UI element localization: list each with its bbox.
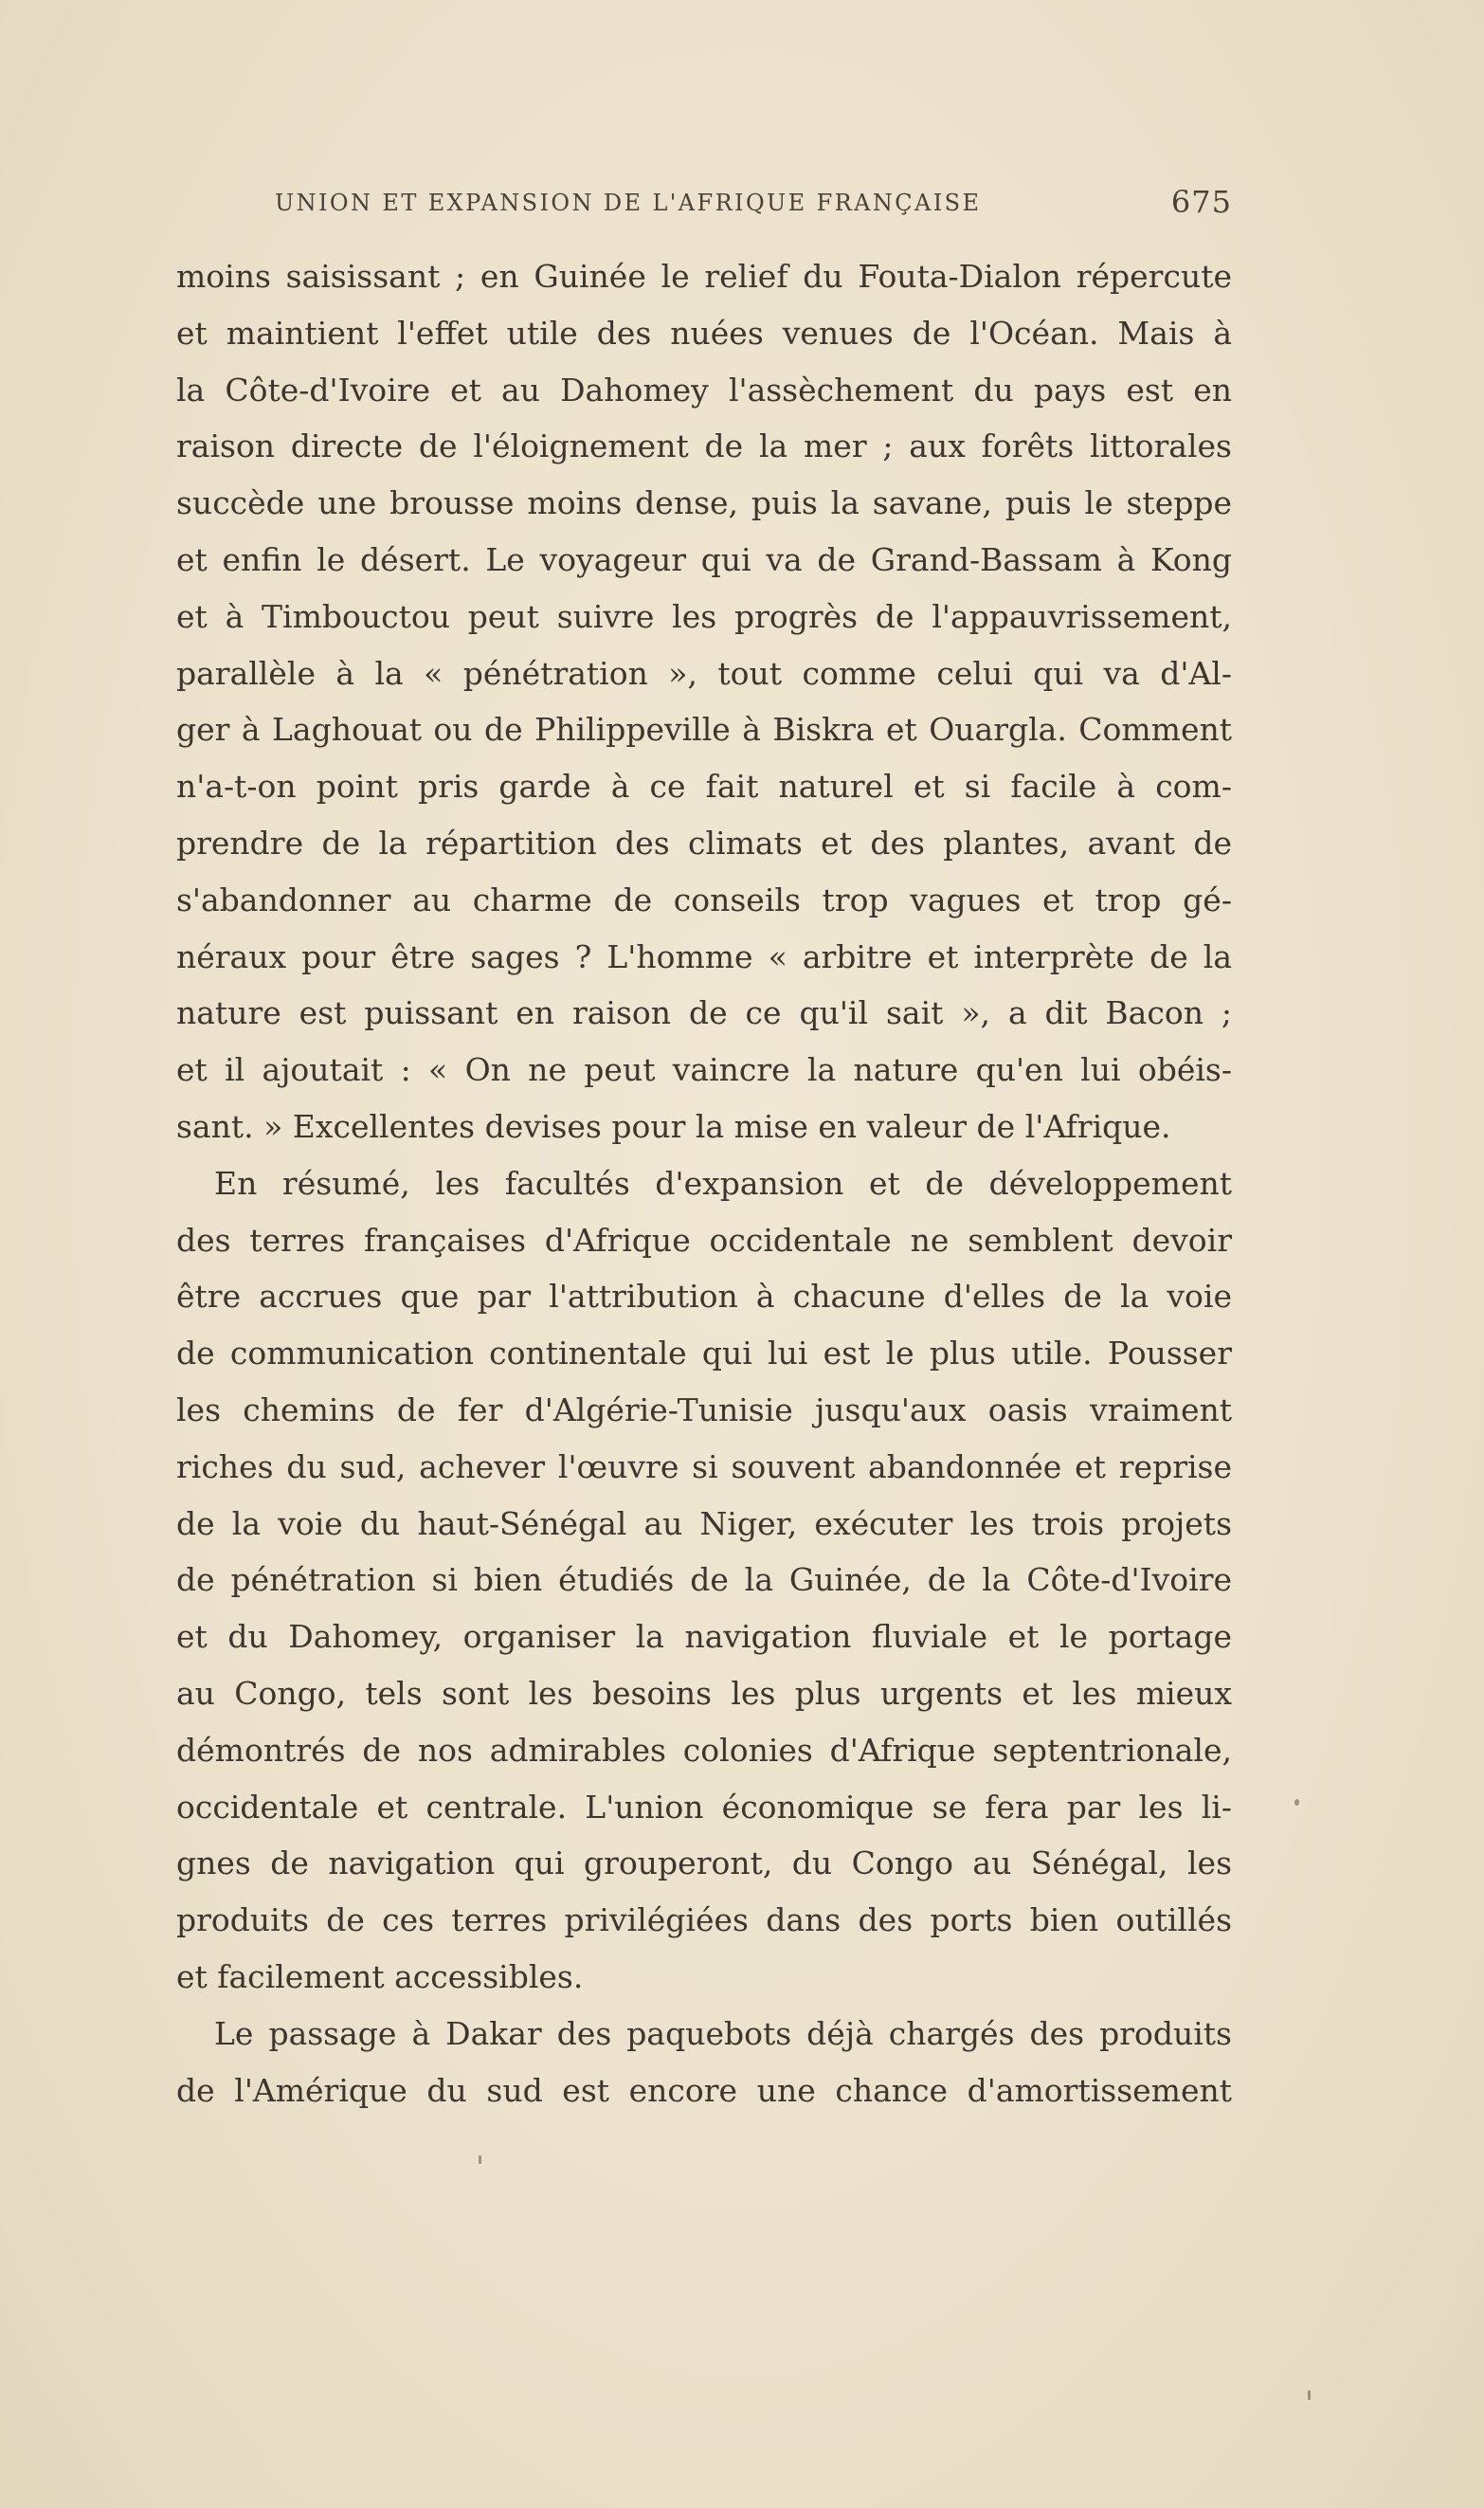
text-line: occidentale et centrale. L'union économique se fera par les li-	[176, 1788, 1232, 1826]
text-line: démontrés de nos admirables colonies d'Afrique septentrionale,	[176, 1731, 1232, 1769]
text-line: gnes de navigation qui grouperont, du Congo au Sénégal, les	[176, 1845, 1232, 1882]
text-line: et maintient l'effet utile des nuées venues de l'Océan. Mais à	[176, 314, 1232, 352]
text-line: de pénétration si bien étudiés de la Guinée, de la Côte-d'Ivoire	[176, 1561, 1232, 1599]
text-line: s'abandonner au charme de conseils trop vagues et trop gé-	[176, 881, 1232, 918]
text-line: et facilement accessibles.	[176, 1957, 584, 1995]
text-line: et il ajoutait : « On ne peut vaincre la nature qu'en lui obéis-	[176, 1051, 1232, 1089]
text-line: et enfin le désert. Le voyageur qui va de Grand-Bassam à Kong	[176, 540, 1232, 578]
paper-speck	[1294, 1799, 1299, 1806]
paper-speck	[1308, 2390, 1311, 2400]
text-line: la Côte-d'Ivoire et au Dahomey l'assèchement du pays est en	[176, 371, 1232, 409]
text-line: riches du sud, achever l'œuvre si souvent abandonnée et reprise	[176, 1447, 1232, 1485]
text-line: nature est puissant en raison de ce qu'il sait », a dit Bacon ;	[176, 994, 1232, 1032]
text-line: ger à Laghouat ou de Philippeville à Biskra et Ouargla. Comment	[176, 711, 1232, 749]
text-line: raison directe de l'éloignement de la mer ; aux forêts littorales	[176, 427, 1232, 465]
text-line: moins saisissant ; en Guinée le relief du Fouta-Dialon répercute	[176, 258, 1232, 295]
text-line: produits de ces terres privilégiées dans des ports bien outillés	[176, 1901, 1232, 1939]
text-line: succède une brousse moins dense, puis la savane, puis le steppe	[176, 484, 1232, 522]
text-line: prendre de la répartition des climats et des plantes, avant de	[176, 824, 1232, 862]
text-line: au Congo, tels sont les besoins les plus urgents et les mieux	[176, 1674, 1232, 1712]
page-header	[275, 184, 1232, 227]
body-text	[176, 248, 1232, 2118]
text-line: de l'Amérique du sud est encore une chance d'amortissement	[176, 2071, 1232, 2109]
text-line: de la voie du haut-Sénégal au Niger, exécuter les trois projets	[176, 1504, 1232, 1542]
text-line: sant. » Excellentes devises pour la mise en valeur de l'Afrique.	[176, 1107, 1171, 1145]
text-line: et à Timbouctou peut suivre les progrès de l'appauvrissement,	[176, 597, 1232, 635]
text-line: des terres françaises d'Afrique occidentale ne semblent devoir	[176, 1221, 1232, 1259]
paper-speck	[479, 2155, 481, 2164]
text-line: de communication continentale qui lui est le plus utile. Pousser	[176, 1335, 1232, 1372]
text-line: Le passage à Dakar des paquebots déjà chargés des produits	[214, 2014, 1232, 2052]
text-line: néraux pour être sages ? L'homme « arbitre et interprète de la	[176, 937, 1232, 975]
page-number: 675	[1170, 184, 1232, 220]
text-line: En résumé, les facultés d'expansion et de développement	[214, 1164, 1232, 1202]
text-line: et du Dahomey, organiser la navigation fluviale et le portage	[176, 1618, 1232, 1656]
text-line: n'a-t-on point pris garde à ce fait naturel et si facile à com-	[176, 768, 1232, 806]
text-line: parallèle à la « pénétration », tout comme celui qui va d'Al-	[176, 654, 1232, 692]
running-title: UNION ET EXPANSION DE L'AFRIQUE FRANÇAISE	[275, 190, 982, 216]
text-line: être accrues que par l'attribution à chacune d'elles de la voie	[176, 1278, 1232, 1316]
text-line: les chemins de fer d'Algérie-Tunisie jusqu'aux oasis vraiment	[176, 1390, 1232, 1428]
